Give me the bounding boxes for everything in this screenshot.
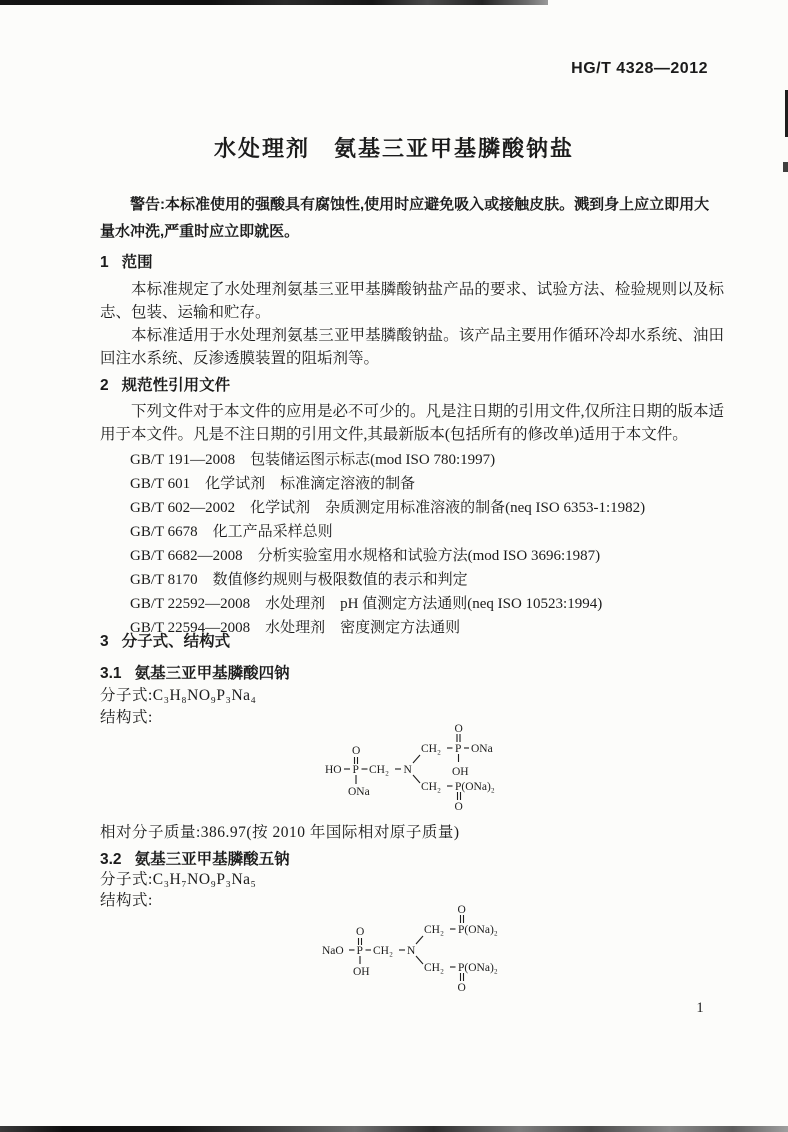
section-1-heading	[100, 250, 153, 272]
atom-o: O	[454, 801, 463, 813]
atom-nao: NaO	[322, 945, 344, 957]
atom-ona: ONa	[348, 786, 370, 798]
atom-ch2: CH₂	[369, 764, 389, 776]
atom-ona: ONa	[471, 743, 493, 755]
atom-o: O	[457, 904, 466, 916]
section-1-paragraph-2: 本标准适用于水处理剂氨基三亚甲基膦酸钠盐。该产品主要用作循环冷却水系统、油田回注水系统、反渗透膜装置的阻垢剂等。	[100, 327, 724, 367]
section-2-paragraph: 下列文件对于本文件的应用是必不可少的。凡是注日期的引用文件,仅所注日期的版本适用于本文件。凡是不注日期的引用文件,其最新版本(包括所有的修改单)适用于本文件。	[100, 403, 724, 443]
chemical-structure-1	[300, 714, 560, 814]
atom-n: N	[403, 764, 412, 776]
atom-o: O	[454, 723, 463, 735]
section-3-heading	[100, 629, 230, 651]
molecular-formula-2: 分子式:C₃H₇NO₉P₃Na₅	[100, 871, 257, 888]
atom-p-ona2: P(ONa)₂	[455, 781, 495, 793]
atom-p: P	[352, 764, 359, 776]
bond-line	[413, 775, 420, 783]
atom-ch2: CH₂	[421, 781, 441, 793]
reference-item: GB/T 191—2008 包装储运图示标志(mod ISO 780:1997)	[130, 452, 496, 468]
relative-molecular-mass: 相对分子质量:386.97(按 2010 年国际相对原子质量)	[100, 824, 460, 841]
atom-p-ona2: P(ONa)₂	[458, 924, 498, 936]
reference-item: GB/T 6682—2008 分析实验室用水规格和试验方法(mod ISO 3696:1987)	[130, 548, 601, 564]
atom-oh: OH	[452, 766, 469, 778]
reference-item: GB/T 6678 化工产品采样总则	[130, 524, 333, 540]
atom-oh: OH	[353, 966, 370, 978]
section-1-title: 范围	[121, 254, 153, 271]
reference-item: GB/T 22594—2008 水处理剂 密度测定方法通则	[130, 620, 461, 636]
page-number: 1	[696, 1000, 704, 1016]
bond-line	[416, 936, 423, 944]
section-3-1-title: 氨基三亚甲基膦酸四钠	[134, 665, 290, 682]
reference-item: GB/T 601 化学试剂 标准滴定溶液的制备	[130, 476, 416, 492]
atom-n: N	[407, 945, 416, 957]
section-3-2-heading	[100, 847, 290, 869]
scan-artifact-right-dash	[783, 162, 788, 172]
structure-label-1: 结构式:	[100, 709, 153, 726]
page-title: 水处理剂 氨基三亚甲基膦酸钠盐	[213, 136, 574, 161]
section-3-1-heading	[100, 661, 290, 683]
atom-ch2: CH₂	[421, 743, 441, 755]
bond-line	[413, 755, 420, 763]
atom-o: O	[457, 982, 466, 994]
section-2-heading	[100, 373, 230, 395]
section-3-1-number: 3.1	[100, 665, 122, 682]
section-3-2-title: 氨基三亚甲基膦酸五钠	[134, 851, 290, 868]
scan-artifact-top-edge	[0, 0, 548, 5]
atom-ho: HO	[325, 764, 342, 776]
section-3-2-number: 3.2	[100, 851, 122, 868]
section-2-number: 2	[100, 377, 109, 394]
reference-item: GB/T 602—2002 化学试剂 杂质测定用标准溶液的制备(neq ISO 6353-1:1982)	[130, 500, 646, 516]
reference-item: GB/T 22592—2008 水处理剂 pH 值测定方法通则(neq ISO 10523:1994)	[130, 596, 603, 612]
chemical-structure-2	[300, 897, 560, 1007]
atom-p: P	[455, 743, 462, 755]
structure-label-2: 结构式:	[100, 892, 153, 909]
standard-code: HG/T 4328—2012	[571, 60, 708, 77]
warning-text: 警告:本标准使用的强酸具有腐蚀性,使用时应避免吸入或接触皮肤。溅到身上应立即用大量水冲洗,严重时应立即就医。	[100, 196, 710, 240]
section-3-number: 3	[100, 633, 109, 650]
reference-item: GB/T 8170 数值修约规则与极限数值的表示和判定	[130, 572, 468, 588]
atom-ch2: CH₂	[424, 962, 444, 974]
section-1-number: 1	[100, 254, 109, 271]
section-1-paragraph-1: 本标准规定了水处理剂氨基三亚甲基膦酸钠盐产品的要求、试验方法、检验规则以及标志、包装、运输和贮存。	[100, 281, 724, 321]
atom-p-ona2: P(ONa)₂	[458, 962, 498, 974]
atom-ch2: CH₂	[424, 924, 444, 936]
atom-o: O	[352, 745, 361, 757]
section-2-title: 规范性引用文件	[121, 377, 231, 394]
bond-line	[416, 956, 423, 964]
molecular-formula-1: 分子式:C₃H₈NO₉P₃Na₄	[100, 687, 257, 704]
atom-ch2: CH₂	[373, 945, 393, 957]
atom-p: P	[356, 945, 363, 957]
section-3-title: 分子式、结构式	[121, 633, 231, 650]
scan-artifact-bottom-edge	[0, 1126, 788, 1132]
references-list	[130, 448, 730, 640]
atom-o: O	[356, 926, 365, 938]
